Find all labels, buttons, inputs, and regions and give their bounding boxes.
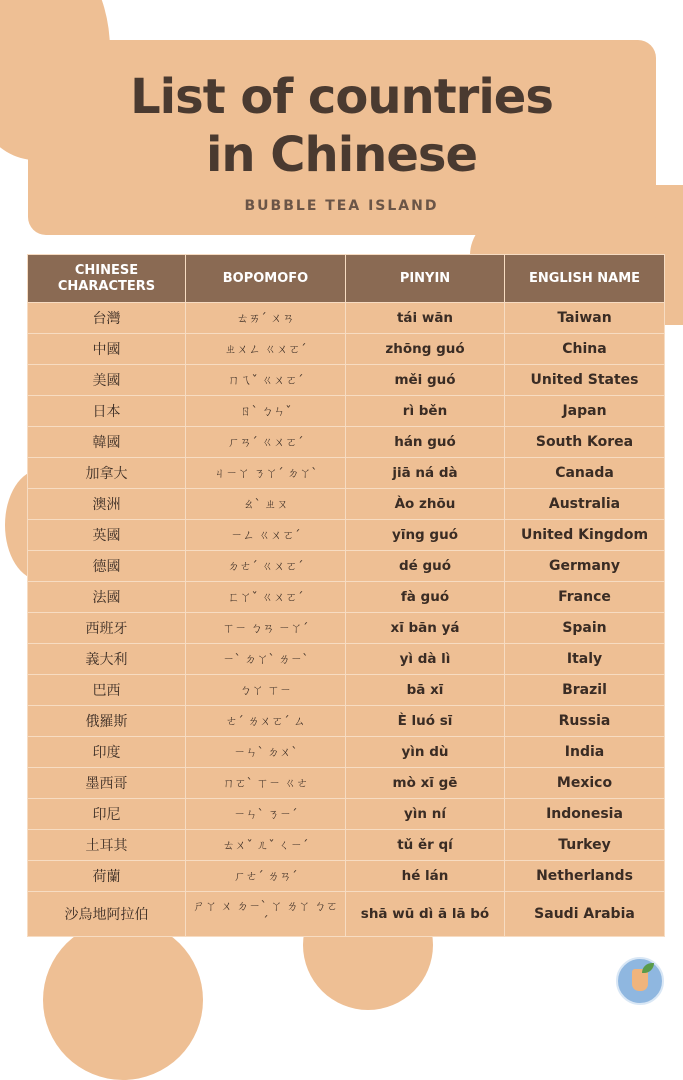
cell-english-name: South Korea (505, 427, 665, 458)
header-pinyin: PINYIN (346, 255, 505, 303)
cell-english-name: Canada (505, 458, 665, 489)
table-row (28, 489, 665, 520)
table-row (28, 706, 665, 737)
cell-bopomofo: ㄧㄣˋ ㄋㄧˊ (186, 799, 346, 830)
cell-english-name: France (505, 582, 665, 613)
cell-english-name: United States (505, 365, 665, 396)
cell-pinyin: tái wān (346, 303, 505, 334)
cell-bopomofo: ㄅㄚ ㄒㄧ (186, 675, 346, 706)
cell-bopomofo: ㄓㄨㄥ ㄍㄨㄛˊ (186, 334, 346, 365)
cell-chinese-characters: 澳洲 (28, 489, 186, 520)
table-row (28, 303, 665, 334)
table-row (28, 830, 665, 861)
cell-pinyin: bā xī (346, 675, 505, 706)
cell-chinese-characters: 荷蘭 (28, 861, 186, 892)
cell-pinyin: zhōng guó (346, 334, 505, 365)
cell-english-name: Mexico (505, 768, 665, 799)
cell-bopomofo: ㄇㄟˇ ㄍㄨㄛˊ (186, 365, 346, 396)
cell-chinese-characters: 日本 (28, 396, 186, 427)
cell-bopomofo: ㄖˋ ㄅㄣˇ (186, 396, 346, 427)
cell-chinese-characters: 英國 (28, 520, 186, 551)
table-row (28, 396, 665, 427)
cell-pinyin: měi guó (346, 365, 505, 396)
countries-table (27, 254, 665, 937)
cell-pinyin: mò xī gē (346, 768, 505, 799)
cell-pinyin: tǔ ěr qí (346, 830, 505, 861)
cell-bopomofo: ㄐㄧㄚ ㄋㄚˊ ㄉㄚˋ (186, 458, 346, 489)
cell-pinyin: yìn dù (346, 737, 505, 768)
cell-chinese-characters: 法國 (28, 582, 186, 613)
cell-chinese-characters: 沙烏地阿拉伯 (28, 892, 186, 937)
cell-bopomofo: ㄉㄜˊ ㄍㄨㄛˊ (186, 551, 346, 582)
cell-chinese-characters: 台灣 (28, 303, 186, 334)
cell-pinyin: hé lán (346, 861, 505, 892)
cell-bopomofo: ㄠˋ ㄓㄡ (186, 489, 346, 520)
cell-bopomofo: ㄜˊ ㄌㄨㄛˊ ㄙ (186, 706, 346, 737)
cell-chinese-characters: 印尼 (28, 799, 186, 830)
table-row (28, 892, 665, 937)
cell-bopomofo: ㄇㄛˋ ㄒㄧ ㄍㄜ (186, 768, 346, 799)
header-english-name: ENGLISH NAME (505, 255, 665, 303)
table-row (28, 458, 665, 489)
cell-chinese-characters: 德國 (28, 551, 186, 582)
table-row (28, 582, 665, 613)
cell-english-name: Brazil (505, 675, 665, 706)
cell-english-name: Indonesia (505, 799, 665, 830)
cell-english-name: Taiwan (505, 303, 665, 334)
cell-chinese-characters: 墨西哥 (28, 768, 186, 799)
cell-bopomofo: ㄕㄚ ㄨ ㄉㄧˋ ㄚ ㄌㄚ ㄅㄛˊ (186, 892, 346, 937)
cell-english-name: Russia (505, 706, 665, 737)
cell-chinese-characters: 土耳其 (28, 830, 186, 861)
table-header-row (28, 255, 665, 303)
bubble-tea-island-logo-icon (616, 957, 664, 1005)
cell-pinyin: jiā ná dà (346, 458, 505, 489)
table-row (28, 675, 665, 706)
cell-bopomofo: ㄈㄚˇ ㄍㄨㄛˊ (186, 582, 346, 613)
cell-chinese-characters: 西班牙 (28, 613, 186, 644)
table-row (28, 613, 665, 644)
cell-chinese-characters: 義大利 (28, 644, 186, 675)
table-row (28, 861, 665, 892)
cell-chinese-characters: 韓國 (28, 427, 186, 458)
cell-bopomofo: ㄊㄨˇ ㄦˇ ㄑㄧˊ (186, 830, 346, 861)
blob-bottom-left (43, 920, 203, 1080)
table-row (28, 737, 665, 768)
cell-pinyin: xī bān yá (346, 613, 505, 644)
cell-bopomofo: ㄧˋ ㄉㄚˋ ㄌㄧˋ (186, 644, 346, 675)
cell-chinese-characters: 加拿大 (28, 458, 186, 489)
table-row (28, 365, 665, 396)
cell-chinese-characters: 印度 (28, 737, 186, 768)
cell-pinyin: yìn ní (346, 799, 505, 830)
page-title (0, 68, 683, 184)
cell-english-name: Japan (505, 396, 665, 427)
cell-english-name: Spain (505, 613, 665, 644)
title-line-2: in Chinese (205, 127, 478, 183)
table-row (28, 644, 665, 675)
cell-english-name: Germany (505, 551, 665, 582)
cell-chinese-characters: 中國 (28, 334, 186, 365)
cell-pinyin: Ào zhōu (346, 489, 505, 520)
cell-english-name: India (505, 737, 665, 768)
table-row (28, 799, 665, 830)
cell-bopomofo: ㄧㄥ ㄍㄨㄛˊ (186, 520, 346, 551)
cell-english-name: United Kingdom (505, 520, 665, 551)
cell-bopomofo: ㄒㄧ ㄅㄢ ㄧㄚˊ (186, 613, 346, 644)
cell-english-name: China (505, 334, 665, 365)
leaf-shape (642, 963, 654, 973)
table-row (28, 334, 665, 365)
subtitle: BUBBLE TEA ISLAND (244, 198, 439, 214)
cell-english-name: Saudi Arabia (505, 892, 665, 937)
header-bopomofo: BOPOMOFO (186, 255, 346, 303)
table-body (28, 303, 665, 937)
cell-english-name: Italy (505, 644, 665, 675)
table-row (28, 520, 665, 551)
cell-chinese-characters: 俄羅斯 (28, 706, 186, 737)
cell-pinyin: yì dà lì (346, 644, 505, 675)
header-chinese-characters: CHINESE CHARACTERS (28, 255, 186, 303)
cell-bopomofo: ㄊㄞˊ ㄨㄢ (186, 303, 346, 334)
cell-pinyin: rì běn (346, 396, 505, 427)
table-row (28, 551, 665, 582)
cell-pinyin: hán guó (346, 427, 505, 458)
cell-pinyin: fà guó (346, 582, 505, 613)
table-row (28, 427, 665, 458)
cell-english-name: Australia (505, 489, 665, 520)
cell-bopomofo: ㄏㄜˊ ㄌㄢˊ (186, 861, 346, 892)
cell-bopomofo: ㄏㄢˊ ㄍㄨㄛˊ (186, 427, 346, 458)
cell-pinyin: È luó sī (346, 706, 505, 737)
cell-chinese-characters: 美國 (28, 365, 186, 396)
cell-pinyin: yīng guó (346, 520, 505, 551)
cell-pinyin: dé guó (346, 551, 505, 582)
cell-pinyin: shā wū dì ā lā bó (346, 892, 505, 937)
cell-english-name: Netherlands (505, 861, 665, 892)
cell-chinese-characters: 巴西 (28, 675, 186, 706)
cell-bopomofo: ㄧㄣˋ ㄉㄨˋ (186, 737, 346, 768)
cell-english-name: Turkey (505, 830, 665, 861)
title-line-1: List of countries (130, 69, 553, 125)
table-row (28, 768, 665, 799)
